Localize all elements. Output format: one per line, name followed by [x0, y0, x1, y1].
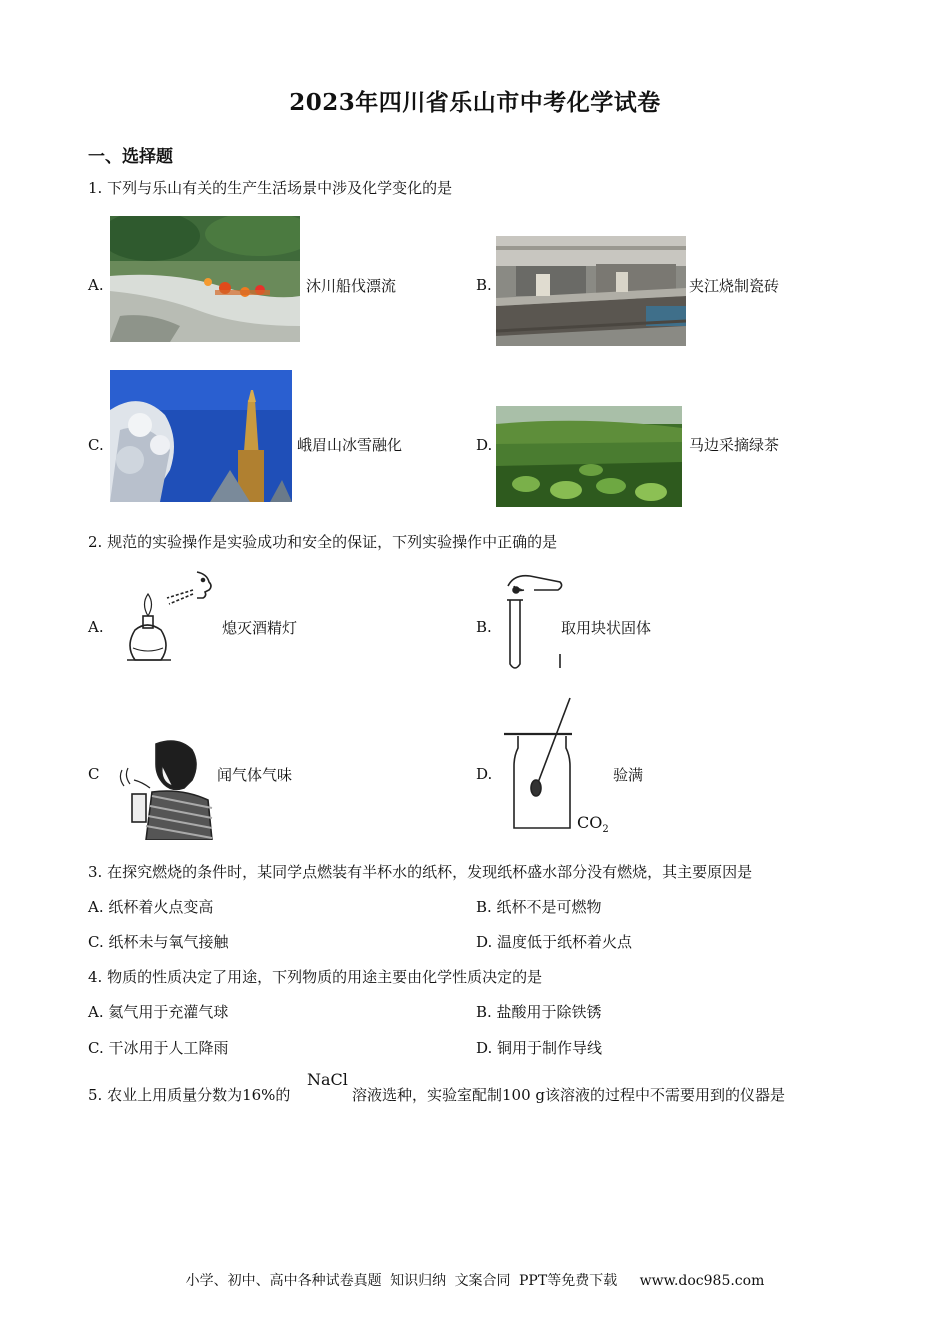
q2-option-b-caption: 取用块状固体: [561, 619, 652, 637]
q2-stem: 2. 规范的实验操作是实验成功和安全的保证，下列实验操作中正确的是: [88, 533, 558, 551]
footer-item: 文案合同: [454, 1273, 511, 1289]
q4-option-a: A. 氦气用于充灌气球: [88, 1003, 229, 1021]
q2-option-a-letter: A.: [88, 618, 104, 636]
q3-option-a: A. 纸杯着火点变高: [88, 898, 214, 916]
q5-stem-before: 5. 农业上用质量分数为16%的: [88, 1086, 291, 1104]
q3-option-c: C. 纸杯未与氧气接触: [88, 933, 229, 951]
page-title: 2023年四川省乐山市中考化学试卷: [289, 89, 661, 116]
river-rafting-photo: [110, 216, 300, 342]
q2-option-a-caption: 熄灭酒精灯: [222, 619, 298, 637]
blowing-out-lamp-drawing: [105, 568, 223, 672]
q2-option-d-letter: D.: [476, 765, 493, 783]
q1-option-d-caption: 马边采摘绿茶: [689, 436, 780, 454]
tile-factory-photo: [496, 236, 686, 346]
q1-option-d-letter: D.: [476, 436, 493, 454]
smelling-gas-drawing: [112, 736, 216, 840]
footer-site-link[interactable]: www.doc985.com: [639, 1273, 765, 1289]
co2-full-test-drawing: [496, 696, 576, 836]
footer-item: PPT等免费下载: [519, 1273, 618, 1289]
q2-option-c-letter: C: [88, 765, 100, 783]
page-footer: [0, 1270, 950, 1290]
co2-label: $CO_2$: [577, 813, 609, 836]
q1-option-c-caption: 峨眉山冰雪融化: [297, 436, 403, 454]
tea-picking-photo: [496, 406, 682, 507]
q2-option-b-letter: B.: [476, 618, 492, 636]
q1-option-c-letter: C.: [88, 436, 104, 454]
q5-stem-after: 溶液选种，实验室配制100 g该溶液的过程中不需要用到的仪器是: [352, 1086, 786, 1104]
q3-option-d: D. 温度低于纸杯着火点: [476, 933, 633, 951]
q2-option-d-caption: 验满: [613, 766, 644, 784]
footer-item: 小学、初中、高中各种试卷真题: [185, 1273, 382, 1289]
emei-snow-photo: [110, 370, 292, 502]
q2-option-c-caption: 闻气体气味: [217, 766, 293, 784]
q1-option-b-caption: 夹江烧制瓷砖: [689, 277, 780, 295]
q4-option-b: B. 盐酸用于除铁锈: [476, 1003, 602, 1021]
section-heading: 一、选择题: [88, 147, 173, 167]
q3-stem: 3. 在探究燃烧的条件时，某同学点燃装有半杯水的纸杯，发现纸杯盛水部分没有燃烧，其主要原因是: [88, 863, 753, 881]
q4-option-c: C. 干冰用于人工降雨: [88, 1039, 229, 1057]
q1-option-a-caption: 沐川船伐漂流: [306, 277, 397, 295]
q5-formula: NaCl: [307, 1070, 348, 1089]
q1-stem: 1. 下列与乐山有关的生产生活场景中涉及化学变化的是: [88, 179, 453, 197]
q1-option-b-letter: B.: [476, 276, 492, 294]
q4-stem: 4. 物质的性质决定了用途，下列物质的用途主要由化学性质决定的是: [88, 968, 543, 986]
q4-option-d: D. 铜用于制作导线: [476, 1039, 603, 1057]
q3-option-b: B. 纸杯不是可燃物: [476, 898, 602, 916]
q1-option-a-letter: A.: [88, 276, 104, 294]
taking-solid-drawing: [500, 568, 566, 672]
footer-item: 知识归纳: [390, 1273, 447, 1289]
